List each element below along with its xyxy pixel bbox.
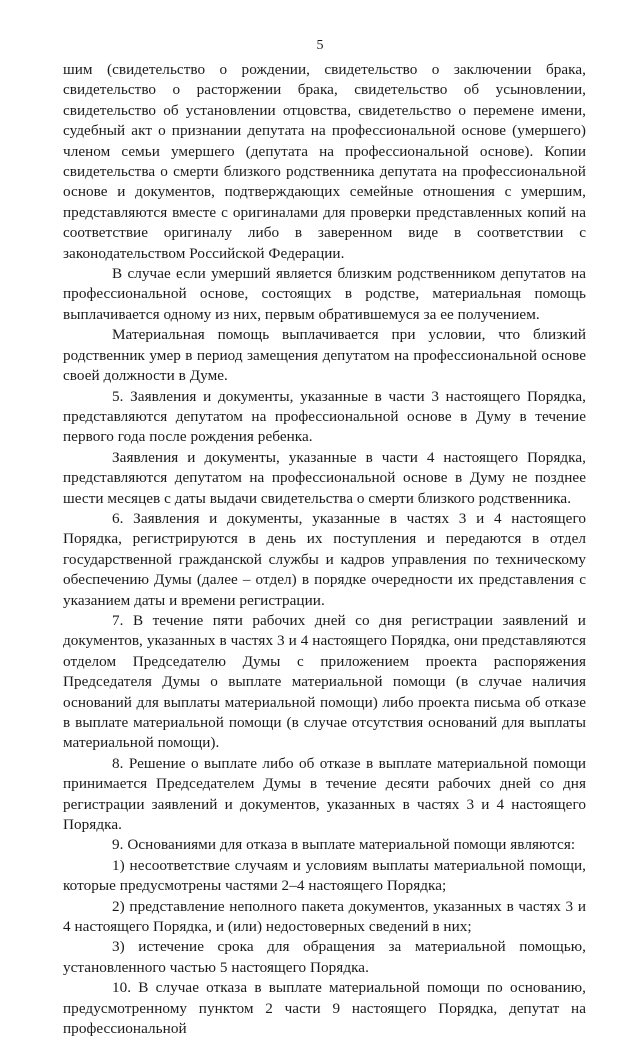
paragraph-continuation: шим (свидетельство о рождении, свидетельство о заключении брака, свидетельство о расторжении брака, свидетельство об усыновлении, свидетельство об установлении отцовства, свидетельство о перемене имени, судебный акт о признании депутата на профессиональной основе (умершего) членом семьи умершего (депутата на профессиональной основе). Копии свидетельства о смерти близкого родственника депутата на профессиональной основе и документов, подтверждающих семейные отношения с умершим, представляются вместе с оригиналами для проверки представленных копий на соответствие оригиналу либо в заверенном виде в соответствии с законодательством Российской Федерации. (63, 61, 586, 262)
paragraph-item-10: 10. В случае отказа в выплате материальной помощи по основанию, предусмотренному пунктом 2 части 9 настоящего Порядка, депутат на профессиональной (63, 979, 586, 1038)
paragraph-item-9-1: 1) несоответствие случаям и условиям выплаты материальной помощи, которые предусмотрены частями 2–4 настоящего Порядка; (63, 856, 586, 895)
paragraph-item-9-3: 3) истечение срока для обращения за материальной помощью, установленного частью 5 настоящего Порядка. (63, 938, 586, 976)
paragraph-item-9-2: 2) представление неполного пакета документов, указанных в частях 3 и 4 настоящего Порядка, и (или) недостоверных сведений в них; (63, 897, 586, 936)
paragraph-item-8: 8. Решение о выплате либо об отказе в выплате материальной помощи принимается Председателем Думы в течение десяти рабочих дней со дня регистрации заявлений и документов, указанных в частях 3 и 4 настоящего Порядка. (63, 754, 586, 834)
paragraph-item-9: 9. Основаниями для отказа в выплате материальной помощи являются: (112, 836, 576, 854)
paragraph-item-5: 5. Заявления и документы, указанные в части 3 настоящего Порядка, представляются депутатом на профессиональной основе в Думу в течение первого года после рождения ребенка. (63, 387, 586, 446)
paragraph-relatives: В случае если умерший является близким родственником депутатов на профессиональной основе, состоящих в родстве, материальная помощь выплачивается одному из них, первым обратившемуся за ее получением. (63, 265, 586, 323)
paragraph-item-7: 7. В течение пяти рабочих дней со дня регистрации заявлений и документов, указанных в частях 3 и 4 настоящего Порядка, они представляются отделом Председателю Думы с приложением проекта распоряжения Председателя Думы о выплате материальной помощи (в случае наличия оснований для выплаты материальной помощи) либо проекта письма об отказе в выплате материальной помощи (в случае отсутствия оснований для выплаты материальной помощи). (63, 611, 586, 752)
paragraph-item-6: 6. Заявления и документы, указанные в частях 3 и 4 настоящего Порядка, регистрируются в день их поступления и передаются в отдел государственной гражданской службы и кадров управления по техническому обеспечению Думы (далее – отдел) в порядке очередности их представления с указанием даты и времени регистрации. (63, 509, 586, 609)
paragraph-condition: Материальная помощь выплачивается при условии, что близкий родственник умер в период замещения депутатом на профессиональной основе своей должности в Думе. (63, 326, 586, 385)
document-body (63, 60, 586, 1040)
page-number: 5 (316, 38, 324, 53)
paragraph-item-5-death: Заявления и документы, указанные в части 4 настоящего Порядка, представляются депутатом на профессиональной основе в Думу не позднее шести месяцев с даты выдачи свидетельства о смерти близкого родственника. (63, 448, 586, 507)
